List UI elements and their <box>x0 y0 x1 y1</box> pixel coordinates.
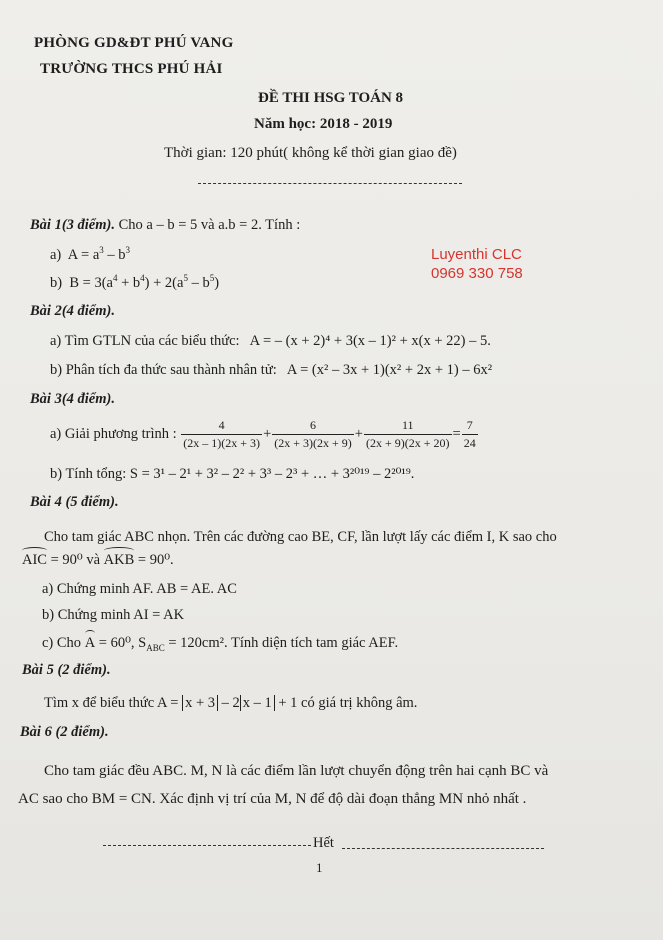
school-year: Năm học: 2018 - 2019 <box>254 116 393 132</box>
page-number: 1 <box>316 860 323 875</box>
bai6-title: Bài 6 (2 điểm). <box>20 724 109 740</box>
abs-value-1: x + 3 <box>182 695 218 711</box>
angle-a: A <box>84 635 96 651</box>
bai4-part-b: b) Chứng minh AI = AK <box>42 607 185 623</box>
bai4-c-post: = 60⁰, S <box>95 635 147 651</box>
bai1-title: Bài 1(3 điểm). <box>30 217 115 233</box>
bai2-a-text: a) Tìm GTLN của các biểu thức: <box>50 333 240 349</box>
school-name: TRƯỜNG THCS PHÚ HẢI <box>40 61 223 77</box>
area-subscript: ABC <box>146 642 165 653</box>
bai2-b-expr: A = (x² – 3x + 1)(x² + 2x + 1) – 6x² <box>286 362 493 378</box>
time-note: Thời gian: 120 phút( không kể thời gian giao đề) <box>164 145 457 161</box>
bai5-mid: – 2 <box>218 695 240 711</box>
bai4-part-c <box>42 635 398 652</box>
bai5-pre: Tìm x để biểu thức A = <box>44 695 183 711</box>
fraction-2: $\frac{6}{(2x + 3)(2x + 9)}$ <box>274 418 352 450</box>
angle-aic-value: = 90⁰ và <box>46 552 104 568</box>
watermark-name: Luyenthi CLC <box>431 246 522 263</box>
bai3-title: Bài 3(4 điểm). <box>30 391 115 407</box>
bai3-part-a: a) Giải phương trình : $\frac{4}{(2x - 1)(2x + 3)}$ + $\frac{6}{(2x + 3)(2x + 9)}$ + $\frac{11}{(2x + 9)(2x + 20)}$ = $\frac{7}{24}$ <box>50 418 476 450</box>
bai2-part-b <box>50 362 492 379</box>
department-name: PHÒNG GD&ĐT PHÚ VANG <box>34 35 234 51</box>
watermark-phone: 0969 330 758 <box>431 265 523 282</box>
bai3-a-text: a) Giải phương trình : <box>50 425 177 442</box>
bai5-post: + 1 có giá trị không âm. <box>274 695 418 711</box>
bai3-part-b: b) Tính tổng: S = 3¹ – 2¹ + 3² – 2² + 3³ – 2³ + … + 3²⁰¹⁹ – 2²⁰¹⁹. <box>50 466 415 482</box>
bai1-b-label: b) <box>50 275 63 291</box>
bai2-b-text: b) Phân tích đa thức sau thành nhân tử: <box>50 362 277 378</box>
bai2-title: Bài 2(4 điểm). <box>30 303 115 319</box>
bai4-title: Bài 4 (5 điểm). <box>30 494 119 510</box>
angle-aic: AIC <box>22 552 47 568</box>
bai6-line2: AC sao cho BM = CN. Xác định vị trí của M, N để độ dài đoạn thẳng MN nhỏ nhất . <box>18 791 527 807</box>
bai4-c-pre: c) Cho <box>42 635 85 651</box>
exam-title: ĐỀ THI HSG TOÁN 8 <box>258 90 404 106</box>
bai1-part-a: a) $A = a^3 - b^3$ <box>50 245 131 263</box>
abs-value-2: x – 1 <box>240 695 275 711</box>
fraction-1: $\frac{4}{(2x - 1)(2x + 3)}$ <box>183 418 261 450</box>
end-marker: Hết <box>313 835 334 851</box>
bai2-part-a <box>50 333 491 350</box>
bai1-intro: Cho a – b = 5 và a.b = 2. Tính : <box>114 217 301 233</box>
bai4-part-a: a) Chứng minh AF. AB = AE. AC <box>42 581 237 597</box>
fraction-4: $\frac{7}{24}$ <box>463 418 476 450</box>
header-divider <box>198 183 462 184</box>
fraction-3: $\frac{11}{(2x + 9)(2x + 20)}$ <box>365 418 450 450</box>
angle-akb: AKB <box>103 552 135 568</box>
bai6-line1: Cho tam giác đều ABC. M, N là các điểm lần lượt chuyển động trên hai cạnh BC và <box>44 763 549 779</box>
footer-divider-left <box>103 845 311 846</box>
bai1-heading <box>30 217 300 234</box>
bai4-intro: Cho tam giác ABC nhọn. Trên các đường cao BE, CF, lần lượt lấy các điểm I, K sao cho <box>44 529 557 545</box>
angle-akb-value: = 90⁰. <box>134 552 174 568</box>
bai4-c-end: = 120cm². Tính diện tích tam giác AEF. <box>164 635 399 651</box>
bai4-angles <box>22 552 174 569</box>
bai1-part-b: b) $B = 3(a^4 + b^4) + 2(a^5 - b^5)$ <box>50 273 220 291</box>
bai5-title: Bài 5 (2 điểm). <box>22 662 111 678</box>
footer-divider-right <box>342 848 544 849</box>
bai1-a-label: a) <box>50 247 62 263</box>
bai2-a-expr: A = – (x + 2)⁴ + 3(x – 1)² + x(x + 22) – 5. <box>249 333 491 349</box>
bai5-statement <box>44 695 417 712</box>
